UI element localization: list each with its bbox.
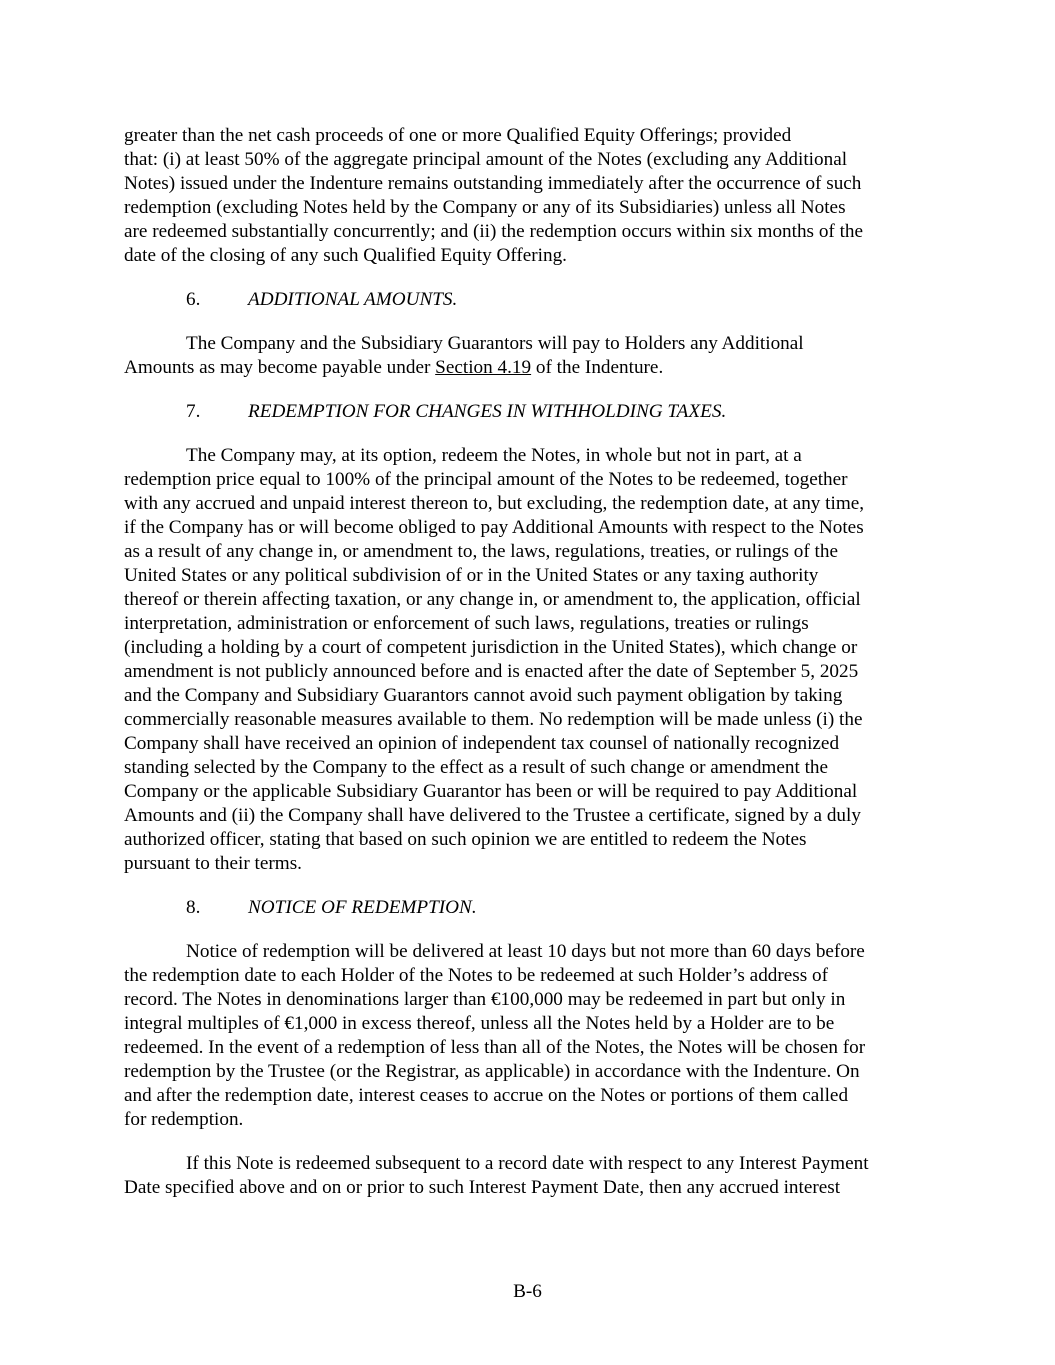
paragraph-withholding-taxes xyxy=(124,444,934,876)
text-line: standing selected by the Company to the effect as a result of such change or amendment the xyxy=(124,757,829,778)
text-line: date of the closing of any such Qualified Equity Offering. xyxy=(124,245,567,266)
text-line: integral multiples of €1,000 in excess thereof, unless all the Notes held by a Holder are to be xyxy=(124,1013,835,1034)
text-line: if the Company has or will become obliged to pay Additional Amounts with respect to the Notes xyxy=(124,517,864,538)
text-line: are redeemed substantially concurrently; and (ii) the redemption occurs within six months of the xyxy=(124,221,864,242)
text-line: commercially reasonable measures available to them. No redemption will be made unless (i) the xyxy=(124,709,863,730)
text-line: redemption by the Trustee (or the Registrar, as applicable) in accordance with the Indenture. On xyxy=(124,1061,860,1082)
text-fragment: of the Indenture. xyxy=(531,357,664,378)
text-line: record. The Notes in denominations larger than €100,000 may be redeemed in part but only in xyxy=(124,989,846,1010)
page-number: B-6 xyxy=(513,1281,542,1302)
text-line: redemption price equal to 100% of the principal amount of the Notes to be redeemed, together xyxy=(124,469,848,490)
section-heading-notice-of-redemption xyxy=(124,896,934,920)
text-line: that: (i) at least 50% of the aggregate principal amount of the Notes (excluding any Additional xyxy=(124,149,848,170)
text-line-with-link xyxy=(124,356,934,380)
text-line: pursuant to their terms. xyxy=(124,853,302,874)
text-line: Amounts and (ii) the Company shall have delivered to the Trustee a certificate, signed by a duly xyxy=(124,805,861,826)
section-title: ADDITIONAL AMOUNTS. xyxy=(248,289,458,310)
text-line: thereof or therein affecting taxation, or any change in, or amendment to, the application, official xyxy=(124,589,861,610)
text-line: amendment is not publicly announced before and is enacted after the date of September 5, 2025 xyxy=(124,661,859,682)
section-title: NOTICE OF REDEMPTION. xyxy=(248,897,477,918)
text-line: the redemption date to each Holder of the Notes to be redeemed at such Holder’s address of xyxy=(124,965,829,986)
text-line: United States or any political subdivision of or in the United States or any taxing authority xyxy=(124,565,819,586)
text-line: Notes) issued under the Indenture remains outstanding immediately after the occurrence of such xyxy=(124,173,862,194)
section-number: 7. xyxy=(186,401,201,422)
text-line: The Company may, at its option, redeem the Notes, in whole but not in part, at a xyxy=(186,445,802,466)
text-line: redeemed. In the event of a redemption of less than all of the Notes, the Notes will be chosen for xyxy=(124,1037,866,1058)
section-number: 8. xyxy=(186,897,201,918)
section-reference-link[interactable]: Section 4.19 xyxy=(435,357,532,378)
text-line: greater than the net cash proceeds of one or more Qualified Equity Offerings; provided xyxy=(124,125,792,146)
text-line: The Company and the Subsidiary Guarantors will pay to Holders any Additional xyxy=(186,333,804,354)
section-heading-withholding-taxes xyxy=(124,400,934,424)
text-line: Company shall have received an opinion of independent tax counsel of nationally recognized xyxy=(124,733,840,754)
text-line: for redemption. xyxy=(124,1109,244,1130)
text-line: with any accrued and unpaid interest thereon to, but excluding, the redemption date, at any time, xyxy=(124,493,865,514)
text-line: interpretation, administration or enforcement of such laws, regulations, treaties or rulings xyxy=(124,613,809,634)
text-line: Notice of redemption will be delivered at least 10 days but not more than 60 days before xyxy=(186,941,865,962)
text-line: redemption (excluding Notes held by the Company or any of its Subsidiaries) unless all Notes xyxy=(124,197,846,218)
section-title: REDEMPTION FOR CHANGES IN WITHHOLDING TAXES. xyxy=(248,401,727,422)
paragraph-qualified-equity-offerings xyxy=(124,124,934,268)
text-line: and the Company and Subsidiary Guarantors cannot avoid such payment obligation by taking xyxy=(124,685,843,706)
paragraph-additional-amounts xyxy=(124,332,934,380)
section-heading-additional-amounts xyxy=(124,288,934,312)
text-line: (including a holding by a court of competent jurisdiction in the United States), which change or xyxy=(124,637,858,658)
text-line: authorized officer, stating that based on such opinion we are entitled to redeem the Notes xyxy=(124,829,807,850)
text-fragment: Amounts as may become payable under xyxy=(124,357,436,378)
document-page xyxy=(124,124,934,1220)
paragraph-redemption-after-record-date xyxy=(124,1152,934,1200)
section-number: 6. xyxy=(186,289,201,310)
text-line: and after the redemption date, interest ceases to accrue on the Notes or portions of them called xyxy=(124,1085,849,1106)
paragraph-notice-of-redemption xyxy=(124,940,934,1132)
text-line: If this Note is redeemed subsequent to a record date with respect to any Interest Payment xyxy=(186,1153,869,1174)
text-line: Date specified above and on or prior to such Interest Payment Date, then any accrued interest xyxy=(124,1177,841,1198)
text-line: as a result of any change in, or amendment to, the laws, regulations, treaties, or rulings of the xyxy=(124,541,838,562)
text-line: Company or the applicable Subsidiary Guarantor has been or will be required to pay Additional xyxy=(124,781,858,802)
